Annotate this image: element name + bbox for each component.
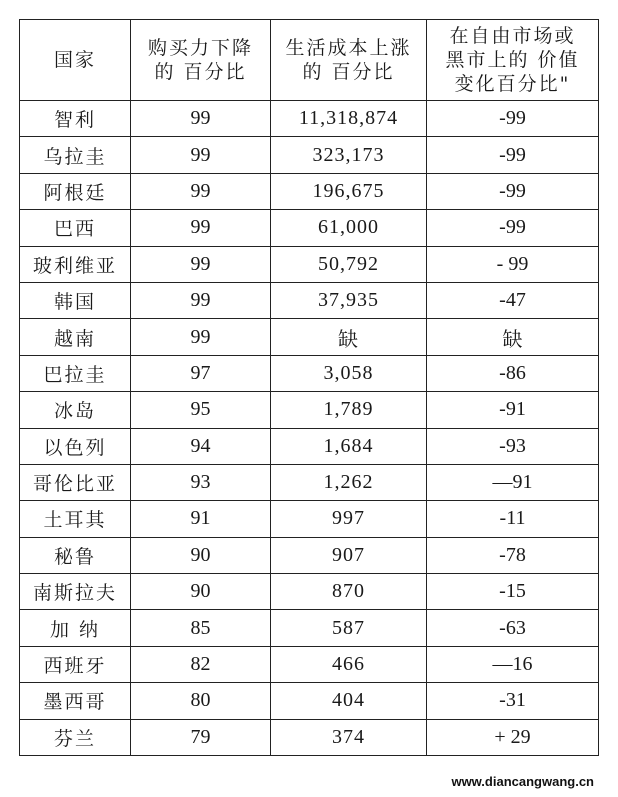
country-cell: 韩国	[20, 282, 131, 318]
table-row	[20, 610, 599, 646]
purchasing-power-cell: 79	[131, 719, 271, 755]
market-value-cell: -99	[427, 101, 599, 137]
cost-of-living-cell: 1,262	[271, 464, 427, 500]
header-country-label: 国家	[53, 49, 96, 71]
table-row	[20, 719, 599, 755]
country-cell: 以色列	[20, 428, 131, 464]
header-market-value	[427, 20, 599, 101]
table-row	[20, 537, 599, 573]
table-header	[20, 20, 599, 101]
header-market-value-line-2: 黑市上的 价值	[445, 49, 580, 71]
market-value-cell: + 29	[427, 719, 599, 755]
country-cell: 阿根廷	[20, 173, 131, 209]
table-row	[20, 646, 599, 682]
purchasing-power-cell: 99	[131, 246, 271, 282]
market-value-cell: -99	[427, 137, 599, 173]
table-row	[20, 101, 599, 137]
inflation-table	[19, 19, 599, 756]
country-cell: 智利	[20, 101, 131, 137]
purchasing-power-cell: 95	[131, 392, 271, 428]
purchasing-power-cell: 99	[131, 173, 271, 209]
market-value-cell: -99	[427, 210, 599, 246]
watermark: www.diancangwang.cn	[451, 774, 594, 789]
country-cell: 加 纳	[20, 610, 131, 646]
table-row	[20, 319, 599, 355]
header-cost-of-living	[271, 20, 427, 101]
market-value-cell: —16	[427, 646, 599, 682]
purchasing-power-cell: 90	[131, 537, 271, 573]
cost-of-living-cell: 缺	[271, 319, 427, 355]
purchasing-power-cell: 91	[131, 501, 271, 537]
country-cell: 冰岛	[20, 392, 131, 428]
market-value-cell: -31	[427, 683, 599, 719]
purchasing-power-cell: 99	[131, 282, 271, 318]
table-row	[20, 428, 599, 464]
table-row	[20, 464, 599, 500]
cost-of-living-cell: 196,675	[271, 173, 427, 209]
table-row	[20, 355, 599, 391]
cost-of-living-cell: 323,173	[271, 137, 427, 173]
cost-of-living-cell: 11,318,874	[271, 101, 427, 137]
market-value-cell: - 99	[427, 246, 599, 282]
purchasing-power-cell: 99	[131, 101, 271, 137]
cost-of-living-cell: 1,684	[271, 428, 427, 464]
table-row	[20, 501, 599, 537]
purchasing-power-cell: 93	[131, 464, 271, 500]
country-cell: 芬兰	[20, 719, 131, 755]
purchasing-power-cell: 90	[131, 574, 271, 610]
header-purchasing-power-line-2: 的 百分比	[154, 61, 247, 83]
market-value-cell: -86	[427, 355, 599, 391]
table-row	[20, 282, 599, 318]
market-value-cell: —91	[427, 464, 599, 500]
market-value-cell: -47	[427, 282, 599, 318]
cost-of-living-cell: 907	[271, 537, 427, 573]
country-cell: 土耳其	[20, 501, 131, 537]
market-value-cell: -63	[427, 610, 599, 646]
country-cell: 巴西	[20, 210, 131, 246]
purchasing-power-cell: 97	[131, 355, 271, 391]
table-row	[20, 683, 599, 719]
cost-of-living-cell: 870	[271, 574, 427, 610]
header-cost-of-living-line-1: 生活成本上涨	[285, 37, 412, 59]
cost-of-living-cell: 1,789	[271, 392, 427, 428]
market-value-cell: -91	[427, 392, 599, 428]
country-cell: 西班牙	[20, 646, 131, 682]
purchasing-power-cell: 99	[131, 319, 271, 355]
market-value-cell: -78	[427, 537, 599, 573]
purchasing-power-cell: 99	[131, 210, 271, 246]
table-row	[20, 137, 599, 173]
country-cell: 墨西哥	[20, 683, 131, 719]
table-row	[20, 392, 599, 428]
country-cell: 巴拉圭	[20, 355, 131, 391]
cost-of-living-cell: 466	[271, 646, 427, 682]
purchasing-power-cell: 99	[131, 137, 271, 173]
table-row	[20, 246, 599, 282]
market-value-cell: -93	[427, 428, 599, 464]
country-cell: 越南	[20, 319, 131, 355]
table-row	[20, 574, 599, 610]
country-cell: 玻利维亚	[20, 246, 131, 282]
market-value-cell: 缺	[427, 319, 599, 355]
header-market-value-line-3: 变化百分比"	[454, 73, 571, 95]
cost-of-living-cell: 404	[271, 683, 427, 719]
market-value-cell: -99	[427, 173, 599, 209]
market-value-cell: -15	[427, 574, 599, 610]
cost-of-living-cell: 3,058	[271, 355, 427, 391]
header-cost-of-living-line-2: 的 百分比	[302, 61, 395, 83]
cost-of-living-cell: 50,792	[271, 246, 427, 282]
cost-of-living-cell: 61,000	[271, 210, 427, 246]
cost-of-living-cell: 374	[271, 719, 427, 755]
cost-of-living-cell: 997	[271, 501, 427, 537]
header-purchasing-power	[131, 20, 271, 101]
country-cell: 乌拉圭	[20, 137, 131, 173]
table-body	[20, 101, 599, 756]
country-cell: 南斯拉夫	[20, 574, 131, 610]
purchasing-power-cell: 85	[131, 610, 271, 646]
header-purchasing-power-line-1: 购买力下降	[147, 37, 253, 59]
header-row	[20, 20, 599, 101]
country-cell: 哥伦比亚	[20, 464, 131, 500]
country-cell: 秘鲁	[20, 537, 131, 573]
market-value-cell: -11	[427, 501, 599, 537]
purchasing-power-cell: 80	[131, 683, 271, 719]
purchasing-power-cell: 94	[131, 428, 271, 464]
table-row	[20, 173, 599, 209]
header-market-value-line-1: 在自由市场或	[449, 25, 576, 47]
cost-of-living-cell: 587	[271, 610, 427, 646]
cost-of-living-cell: 37,935	[271, 282, 427, 318]
header-country	[20, 20, 131, 101]
purchasing-power-cell: 82	[131, 646, 271, 682]
table-row	[20, 210, 599, 246]
